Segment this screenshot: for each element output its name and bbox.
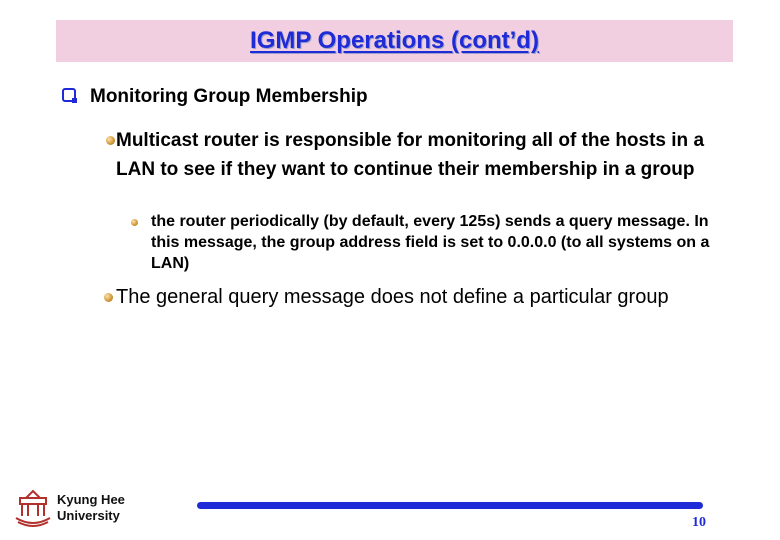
bullet-1-text: Multicast router is responsible for monitoring all of the hosts in a LAN to see if they want to continue their membership in a group [116, 130, 705, 180]
bullet-1-sub [151, 211, 731, 274]
round-bullet-icon [131, 219, 138, 226]
university-name [57, 492, 125, 524]
square-bullet-icon [62, 88, 76, 102]
slide-title: IGMP Operations (cont’d) [250, 27, 539, 54]
bullet-2-text: The general query message does not define a particular group [116, 286, 669, 308]
university-logo-icon [12, 488, 54, 528]
page-number: 10 [692, 515, 706, 530]
bullet-2 [116, 284, 736, 311]
footer-divider-bar [197, 502, 703, 509]
title-bar [56, 20, 733, 62]
bullet-1-sub-text: the router periodically (by default, every 125s) sends a query message. In this message, the group address field is set to 0.0.0.0 (to all systems on a LAN) [151, 213, 710, 272]
university-line-2: University [57, 508, 120, 523]
round-bullet-icon [104, 293, 113, 302]
section-heading: Monitoring Group Membership [90, 86, 368, 107]
round-bullet-icon [106, 136, 115, 145]
bullet-1 [116, 126, 736, 184]
university-line-1: Kyung Hee [57, 492, 125, 507]
